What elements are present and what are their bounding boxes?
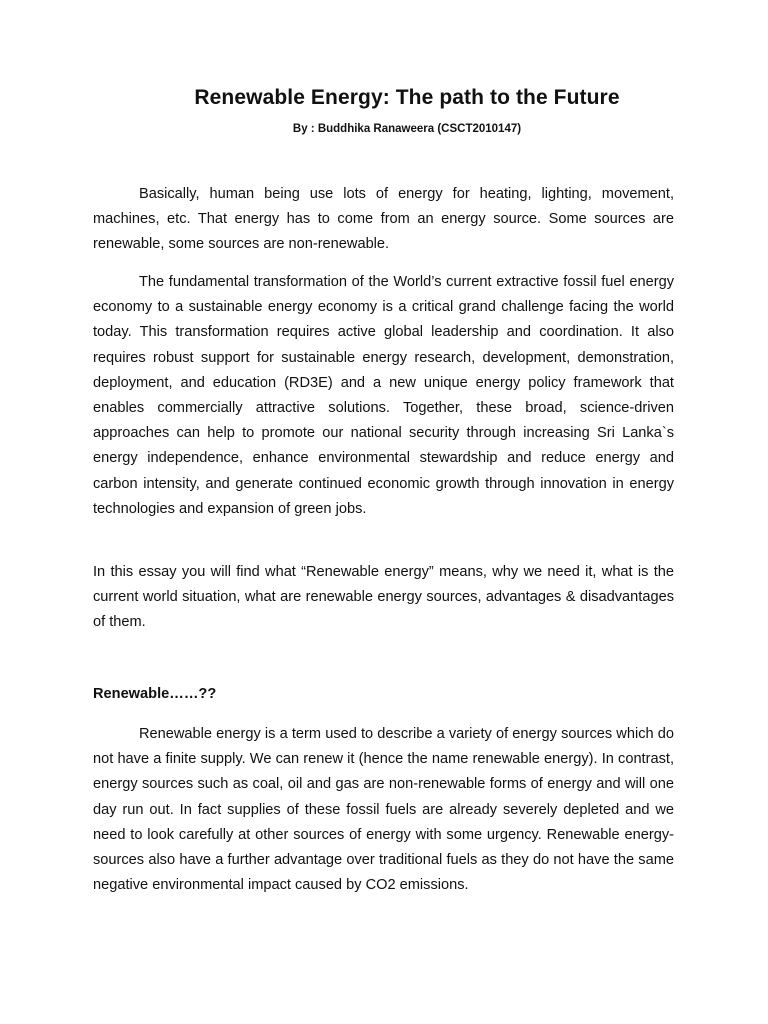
- renewable-definition-paragraph: Renewable energy is a term used to describe a variety of energy sources which do not have a finite supply. We can renew it (hence the name renewable energy). In contrast, energy sources such as coal, oil and gas are non-renewable forms of energy and will one day run out. In fact supplies of these fossil fuels are already severely depleted and we need to look carefully at other sources of energy with some urgency. Renewable energy-sources also have a further advantage over traditional fuels as they do not have the same negative environmental impact caused by CO2 emissions.: [93, 726, 674, 894]
- essay-overview-paragraph: In this essay you will find what “Renewable energy” means, why we need it, what is the current world situation, what are renewable energy sources, advantages & disadvantages of them.: [93, 564, 674, 631]
- section-heading: Renewable……??: [93, 686, 217, 702]
- transformation-paragraph: The fundamental transformation of the World’s current extractive fossil fuel energy economy to a sustainable energy economy is a critical grand challenge facing the world today. This transformation requires active global leadership and coordination. It also requires robust support for sustainable energy research, development, demonstration, deployment, and education (RD3E) and a new unique energy policy framework that enables commercially attractive solutions. Together, these broad, science-driven approaches can help to promote our national security through increasing Sri Lanka`s energy independence, enhance environmental stewardship and reduce energy and carbon intensity, and generate continued economic growth through innovation in energy technologies and expansion of green jobs.: [93, 274, 674, 517]
- author-byline: By : Buddhika Ranaweera (CSCT2010147): [292, 123, 522, 135]
- intro-paragraph: Basically, human being use lots of energy for heating, lighting, movement, machines, etc. That energy has to come from an energy source. Some sources are renewable, some sources are non-renewable.: [93, 186, 674, 253]
- document-title: Renewable Energy: The path to the Future: [194, 86, 620, 109]
